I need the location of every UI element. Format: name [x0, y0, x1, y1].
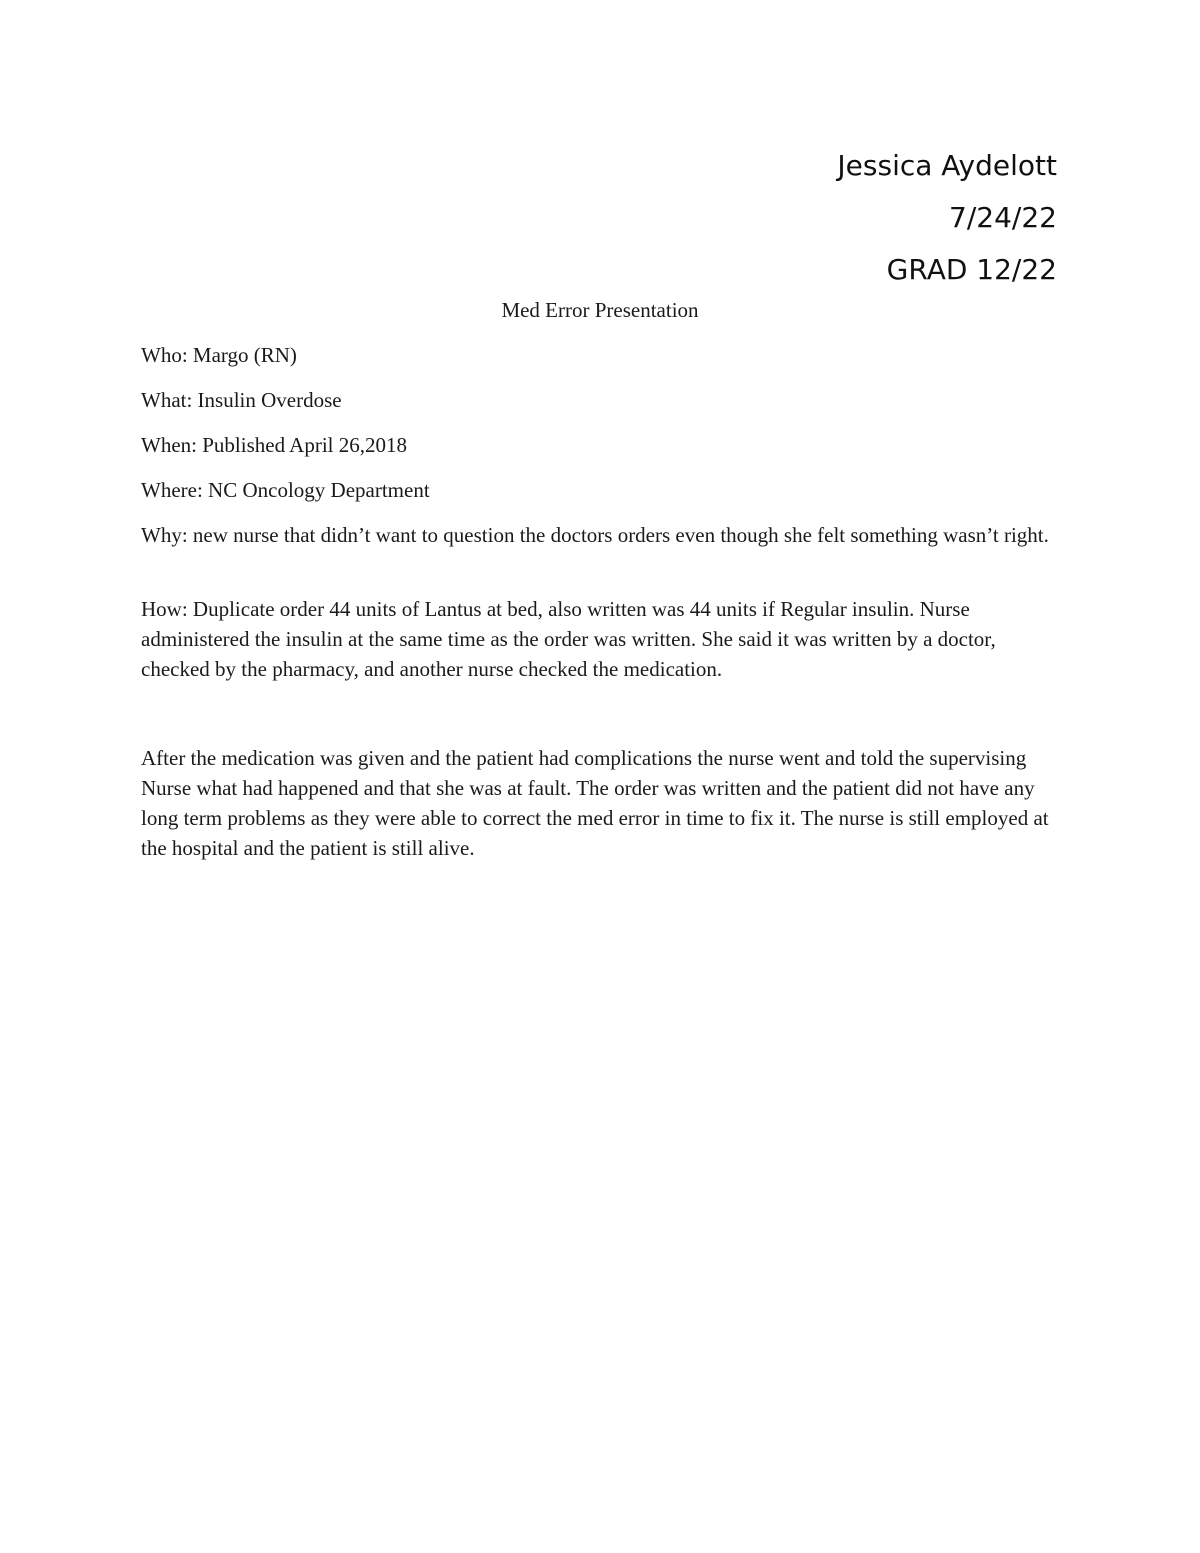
author-name: Jessica Aydelott [837, 149, 1057, 182]
conclusion-paragraph: After the medication was given and the patient had complications the nurse went and told the supervising Nurse what had happened and that she was at fault. The order was written and the patient did not have any long term problems as they were able to correct the med error in time to fix it. The nurse is still employed at the hospital and the patient is still alive. [141, 746, 1049, 860]
what-field: What: Insulin Overdose [141, 388, 342, 412]
document-date: 7/24/22 [949, 201, 1057, 234]
who-field: Who: Margo (RN) [141, 343, 297, 367]
author-header [837, 140, 1057, 296]
why-field: Why: new nurse that didn’t want to question the doctors orders even though she felt something wasn’t right. [141, 523, 1049, 547]
where-field: Where: NC Oncology Department [141, 478, 430, 502]
when-field: When: Published April 26,2018 [141, 433, 407, 457]
document-title: Med Error Presentation [501, 298, 699, 322]
how-field: How: Duplicate order 44 units of Lantus at bed, also written was 44 units if Regular insulin. Nurse administered the insulin at the same time as the order was written. She said it was written by a doctor, checked by the pharmacy, and another nurse checked the medication. [141, 597, 996, 681]
graduation-date: GRAD 12/22 [886, 253, 1057, 286]
